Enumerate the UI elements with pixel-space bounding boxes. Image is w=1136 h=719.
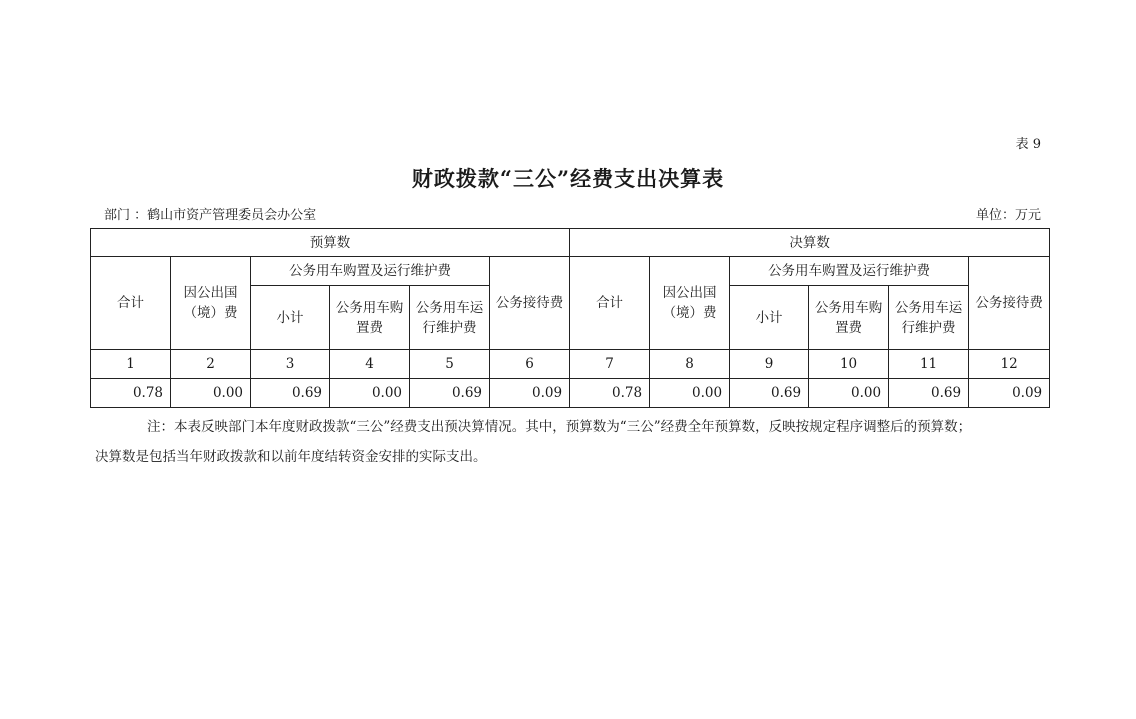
- header-vehicle: 公务用车购置及运行维护费: [251, 257, 490, 286]
- header-vehicle: 公务用车购置及运行维护费: [730, 257, 969, 286]
- value-cell: 0.69: [730, 379, 809, 408]
- value-cell: 0.78: [91, 379, 171, 408]
- header-subtotal: 小计: [730, 286, 809, 350]
- header-purchase: 公务用车购置费: [330, 286, 410, 350]
- header-abroad: [650, 257, 730, 350]
- header-abroad-line2: （境）费: [183, 305, 238, 321]
- column-number: 11: [889, 350, 969, 379]
- header-reception: 公务接待费: [490, 257, 570, 350]
- department-label: 部门 ：鹤山市资产管理委员会办公室: [104, 208, 317, 223]
- header-subtotal: 小计: [251, 286, 330, 350]
- header-final: 决算数: [570, 229, 1050, 257]
- header-total: 合计: [91, 257, 171, 350]
- column-number: 3: [251, 350, 330, 379]
- column-number-row: [91, 350, 1050, 379]
- page-title: 财政拨款“三公”经费支出决算表: [411, 166, 725, 191]
- column-number: 5: [410, 350, 490, 379]
- header-operate: 公务用车运行维护费: [410, 286, 490, 350]
- footnote-line-1: 注：本表反映部门本年度财政拨款“三公”经费支出预决算情况。其中，预算数为“三公”经费全年预算数，反映按规定程序调整后的预算数；: [147, 419, 972, 435]
- header-purchase: 公务用车购置费: [809, 286, 889, 350]
- header-abroad-line1: 因公出国: [183, 285, 238, 301]
- column-number: 6: [490, 350, 570, 379]
- value-cell: 0.69: [889, 379, 969, 408]
- column-number: 1: [91, 350, 171, 379]
- header-budget: 预算数: [91, 229, 570, 257]
- column-number: 10: [809, 350, 889, 379]
- value-cell: 0.00: [809, 379, 889, 408]
- expenditure-table: [90, 228, 1050, 408]
- value-cell: 0.09: [969, 379, 1050, 408]
- header-abroad: [171, 257, 251, 350]
- header-abroad-line1: 因公出国: [662, 285, 717, 301]
- footnote-line-2: 决算数是包括当年财政拨款和以前年度结转资金安排的实际支出。: [95, 449, 487, 465]
- column-number: 8: [650, 350, 730, 379]
- unit-label: 单位：万元: [975, 208, 1041, 223]
- column-number: 2: [171, 350, 251, 379]
- value-cell: 0.78: [570, 379, 650, 408]
- header-row-categories: [91, 257, 1050, 286]
- data-row: [91, 379, 1050, 408]
- value-cell: 0.09: [490, 379, 570, 408]
- value-cell: 0.00: [650, 379, 730, 408]
- value-cell: 0.00: [330, 379, 410, 408]
- header-reception: 公务接待费: [969, 257, 1050, 350]
- header-operate: 公务用车运行维护费: [889, 286, 969, 350]
- value-cell: 0.69: [251, 379, 330, 408]
- value-cell: 0.00: [171, 379, 251, 408]
- value-cell: 0.69: [410, 379, 490, 408]
- header-total: 合计: [570, 257, 650, 350]
- column-number: 9: [730, 350, 809, 379]
- header-abroad-line2: （境）费: [662, 305, 717, 321]
- column-number: 4: [330, 350, 410, 379]
- header-row-group: [91, 229, 1050, 257]
- footnote: [95, 412, 1050, 472]
- table-number: 表 9: [1015, 137, 1041, 152]
- column-number: 12: [969, 350, 1050, 379]
- column-number: 7: [570, 350, 650, 379]
